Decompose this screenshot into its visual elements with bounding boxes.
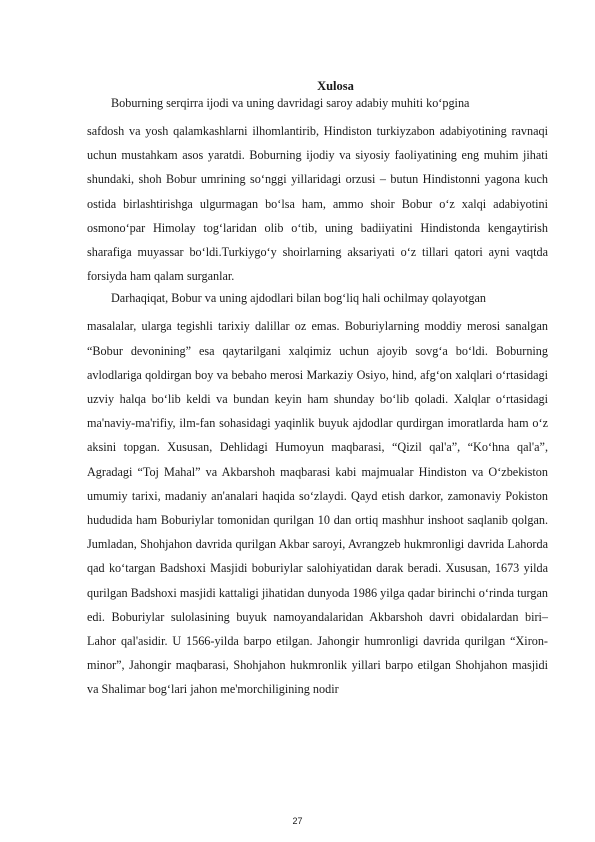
paragraph-1-lead: Boburning serqirra ijodi va uning davridagi saroy adabiy muhiti ko‘pgina	[111, 96, 470, 110]
document-title: Xulosa	[317, 79, 354, 93]
paragraph-1-body: safdosh va yosh qalamkashlarni ilhomlantirib, Hindiston turkiyzabon adabiyotining ravnaqi uchun mustahkam asos yaratdi. Boburning ijodiy va siyosiy faoliyatining eng muhim jihati shundaki, shoh Bobur umrining so‘nggi yillaridagi orzusi – butun Hindistonni yagona kuch ostida birlashtirishga ulgurmagan bo‘lsa ham, ammo shoir Bobur o‘z xalqi adabiyotini osmono‘par Himolay tog‘laridan olib o‘tib, uning badiiyatini Hindistonda kengaytirish sharafiga muyassar bo‘ldi.Turkiygo‘y shoirlarning aksariyati o‘z tillari qatori ayni vaqtda forsiyda ham qalam surganlar.	[87, 124, 548, 284]
document-page	[87, 78, 548, 702]
page-number: 27	[292, 816, 303, 826]
paragraph-2-body: masalalar, ularga tegishli tarixiy dalillar oz emas. Boburiylarning moddiy merosi sanalgan “Bobur devonining” esa qaytarilgani xalqimiz uchun ajoyib sovg‘a bo‘ldi. Boburning avlodlariga qoldirgan boy va bebaho merosi Markaziy Osiyo, hind, afg‘on xalqlari o‘rtasidagi uzviy halqa bo‘lib keldi va bundan keyin ham shunday bo‘lib qoladi. Xalqlar o‘rtasidagi ma'naviy-ma'rifiy, ilm-fan sohasidagi yaqinlik buyuk ajdodlar qurdirgan imoratlarda ham o‘z aksini topgan. Xususan, Dehlidagi Humoyun maqbarasi, “Qizil qal'a”, “Ko‘hna qal'a”, Agradagi “Toj Mahal” va Akbarshoh maqbarasi kabi majmualar Hindiston va O‘zbekiston umumiy tarixi, madaniy an'analari haqida so‘zlaydi. Qayd etish darkor, zamonaviy Pokiston hududida ham Boburiylar tomonidan qurilgan 10 dan ortiq mashhur inshoot saqlanib qolgan. Jumladan, Shohjahon davrida qurilgan Akbar saroyi, Avrangzeb hukmronligi davrida Lahorda qad ko‘targan Badshoxi Masjidi boburiylar salohiyatidan darak beradi. Xususan, 1673 yilda qurilgan Badshoxi masjidi kattaligi jihatidan dunyoda 1986 yilga qadar birinchi o‘rinda turgan edi. Boburiylar sulolasining buyuk namoyandalaridan Akbarshoh davri obidalardan biri– Lahor qal'asidir. U 1566-yilda barpo etilgan. Jahongir humronligi davrida qurilgan “Xiron-minor”, Jahongir maqbarasi, Shohjahon hukmronlik yillari barpo etilgan Shohjahon masjidi va Shalimar bog‘lari jahon me'morchiligining nodir	[87, 319, 548, 697]
paragraph-2-lead: Darhaqiqat, Bobur va uning ajdodlari bilan bog‘liq hali ochilmay qolayotgan	[111, 291, 487, 306]
